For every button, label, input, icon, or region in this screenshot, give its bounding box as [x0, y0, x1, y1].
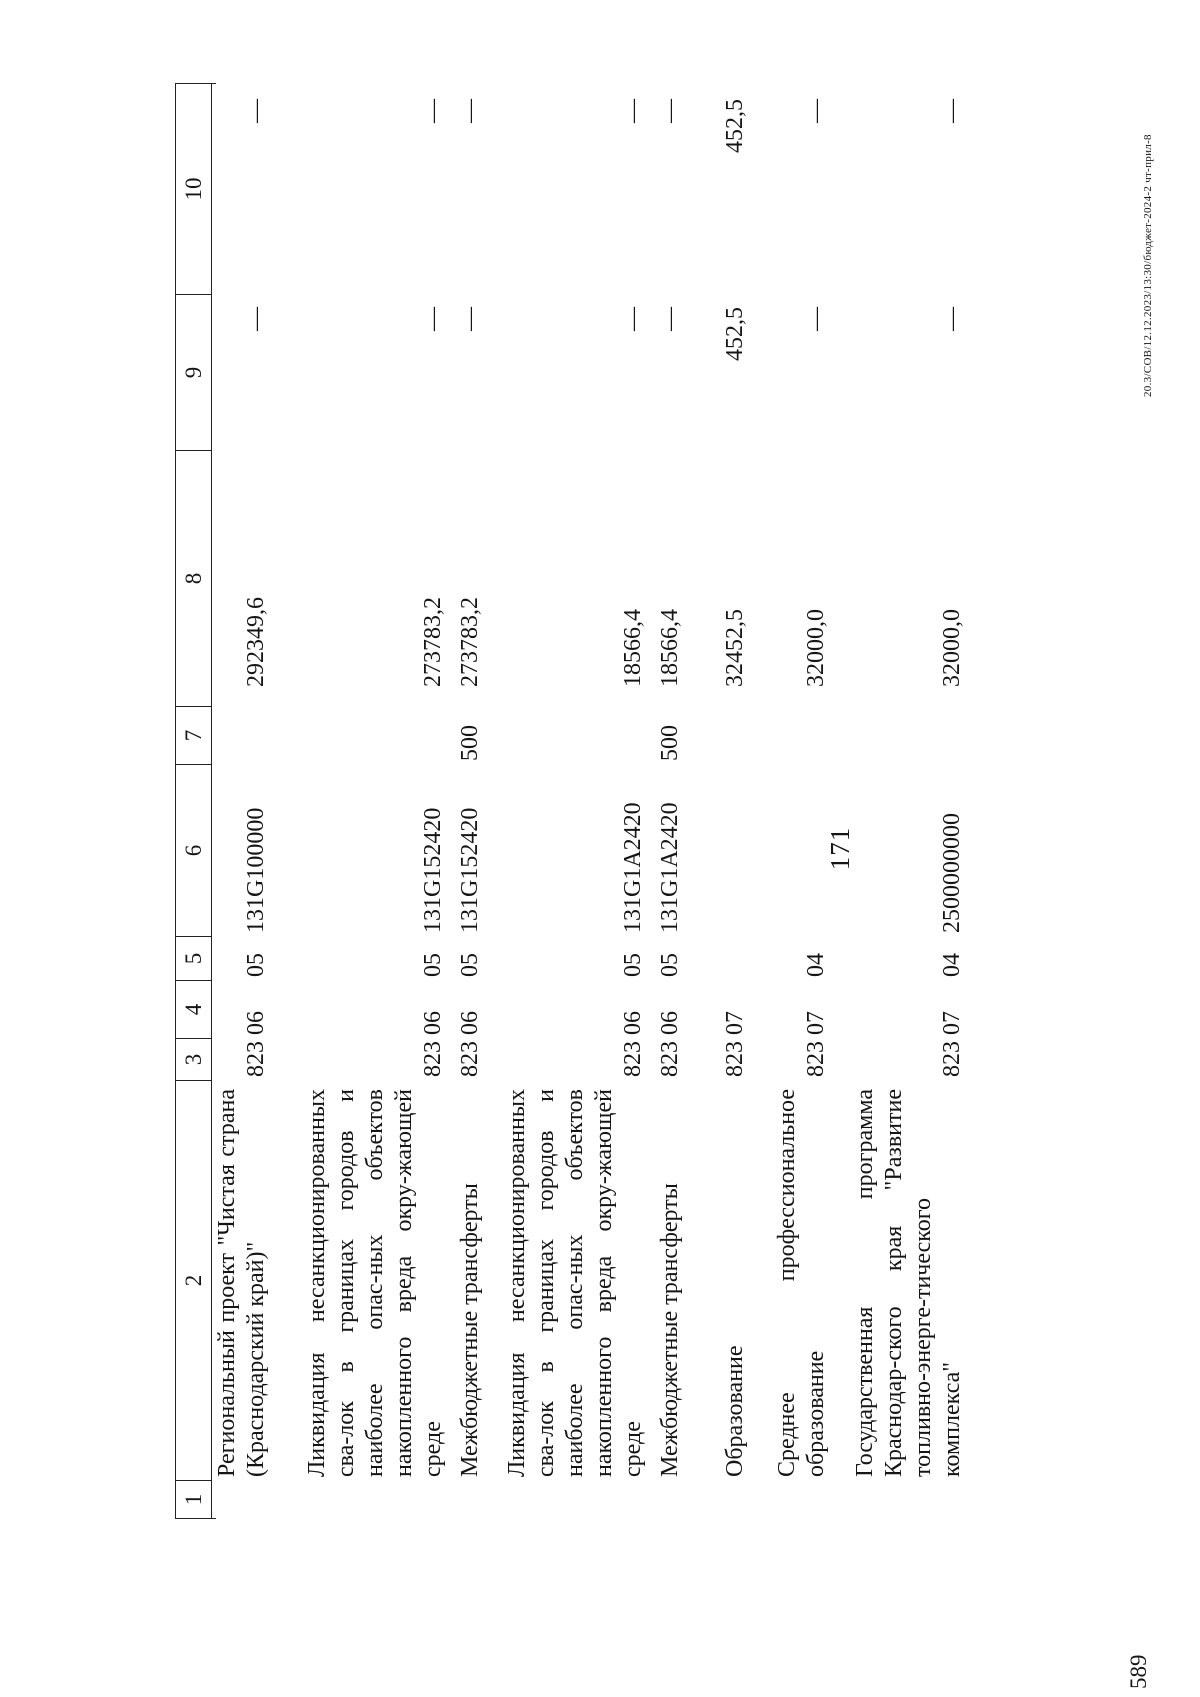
cell-col9: —	[657, 307, 683, 331]
cell-subsection: 04	[939, 953, 965, 977]
cell-amount: 18566,4	[657, 609, 683, 687]
cell-col10: —	[620, 99, 646, 123]
column-header: 1	[176, 1480, 212, 1518]
cell-expense-type: 500	[657, 725, 683, 761]
column-header: 6	[176, 764, 212, 936]
cell-col9: —	[420, 307, 446, 331]
cell-subsection: 04	[803, 953, 829, 977]
column-header: 5	[176, 936, 212, 980]
cell-target-article: 131G1A2420	[620, 802, 646, 933]
table-header	[175, 83, 216, 1519]
table-row	[429, 85, 485, 1519]
column-header: 8	[176, 450, 212, 706]
cell-code: 823	[657, 1041, 683, 1077]
row-name: Ликвидация несанкционированных сва-лок в границах городов и наиболее опас-ных объектов накопленного вреда окру-жающей среде	[504, 1089, 646, 1477]
table-row	[303, 85, 446, 1519]
cell-section: 07	[939, 1011, 965, 1035]
sheet-number: 589	[1126, 1654, 1151, 1689]
column-header: 9	[176, 294, 212, 450]
cell-subsection: 05	[420, 953, 446, 977]
cell-col9: —	[803, 307, 829, 331]
column-header: 2	[176, 1080, 212, 1480]
table-row	[211, 85, 271, 1519]
cell-section: 06	[457, 1011, 483, 1035]
row-name: Образование	[722, 1345, 748, 1477]
cell-col9: —	[620, 307, 646, 331]
cell-target-article: 131G1A2420	[657, 802, 683, 933]
row-name: Межбюджетные трансферты	[657, 1183, 683, 1477]
row-name: Государственная программа Краснодар-ского края "Развитие топливно-энерге-тического комплекса"	[852, 1089, 965, 1477]
page-number: 171	[825, 826, 855, 871]
cell-amount: 18566,4	[620, 609, 646, 687]
cell-code: 823	[243, 1041, 269, 1077]
cell-amount: 32000,0	[803, 609, 829, 687]
cell-target-article: 131G100000	[243, 807, 269, 933]
cell-section: 07	[722, 1011, 748, 1035]
row-name: Среднее профессиональное образование	[774, 1089, 829, 1477]
cell-amount: 273783,2	[457, 597, 483, 687]
cell-section: 06	[657, 1011, 683, 1035]
cell-col10: —	[939, 99, 965, 123]
cell-col9: 452,5	[722, 307, 748, 361]
cell-subsection: 05	[243, 953, 269, 977]
cell-code: 823	[457, 1041, 483, 1077]
cell-section: 06	[620, 1011, 646, 1035]
table-row	[773, 85, 829, 1519]
cell-target-article: 131G152420	[420, 807, 446, 933]
column-header: 10	[176, 84, 212, 294]
document-stamp: 20.3/СОВ/12.12.2023/13:30/бюджет-2024-2 чт-прил-8	[1142, 134, 1154, 397]
table-row	[698, 85, 750, 1519]
cell-col9: —	[939, 307, 965, 331]
cell-target-article: 131G152420	[457, 807, 483, 933]
cell-section: 07	[803, 1011, 829, 1035]
table-row	[629, 85, 685, 1519]
cell-amount: 273783,2	[420, 597, 446, 687]
cell-subsection: 05	[657, 953, 683, 977]
cell-col9: —	[457, 307, 483, 331]
cell-amount: 32000,0	[939, 609, 965, 687]
cell-target-article: 2500000000	[939, 813, 965, 933]
cell-code: 823	[722, 1041, 748, 1077]
cell-col10: —	[243, 99, 269, 123]
cell-col10: 452,5	[722, 99, 748, 153]
cell-col10: —	[657, 99, 683, 123]
cell-col10: —	[803, 99, 829, 123]
cell-code: 823	[803, 1041, 829, 1077]
column-header: 4	[176, 980, 212, 1038]
cell-amount: 32452,5	[722, 609, 748, 687]
cell-code: 823	[939, 1041, 965, 1077]
cell-col10: —	[457, 99, 483, 123]
column-header: 3	[176, 1038, 212, 1080]
table-row	[851, 85, 965, 1519]
cell-section: 06	[243, 1011, 269, 1035]
cell-code: 823	[620, 1041, 646, 1077]
row-name: Ликвидация несанкционированных сва-лок в границах городов и наиболее опас-ных объектов накопленного вреда окру-жающей среде	[304, 1089, 446, 1477]
row-name: Межбюджетные трансферты	[457, 1183, 483, 1477]
column-header: 7	[176, 706, 212, 764]
cell-subsection: 05	[620, 953, 646, 977]
cell-col10: —	[420, 99, 446, 123]
cell-col9: —	[243, 307, 269, 331]
cell-expense-type: 500	[457, 725, 483, 761]
table-row	[503, 85, 646, 1519]
cell-section: 06	[420, 1011, 446, 1035]
row-name: Региональный проект "Чистая страна (Краснодарский край)"	[214, 1089, 269, 1477]
cell-code: 823	[420, 1041, 446, 1077]
cell-subsection: 05	[457, 953, 483, 977]
cell-amount: 292349,6	[243, 597, 269, 687]
